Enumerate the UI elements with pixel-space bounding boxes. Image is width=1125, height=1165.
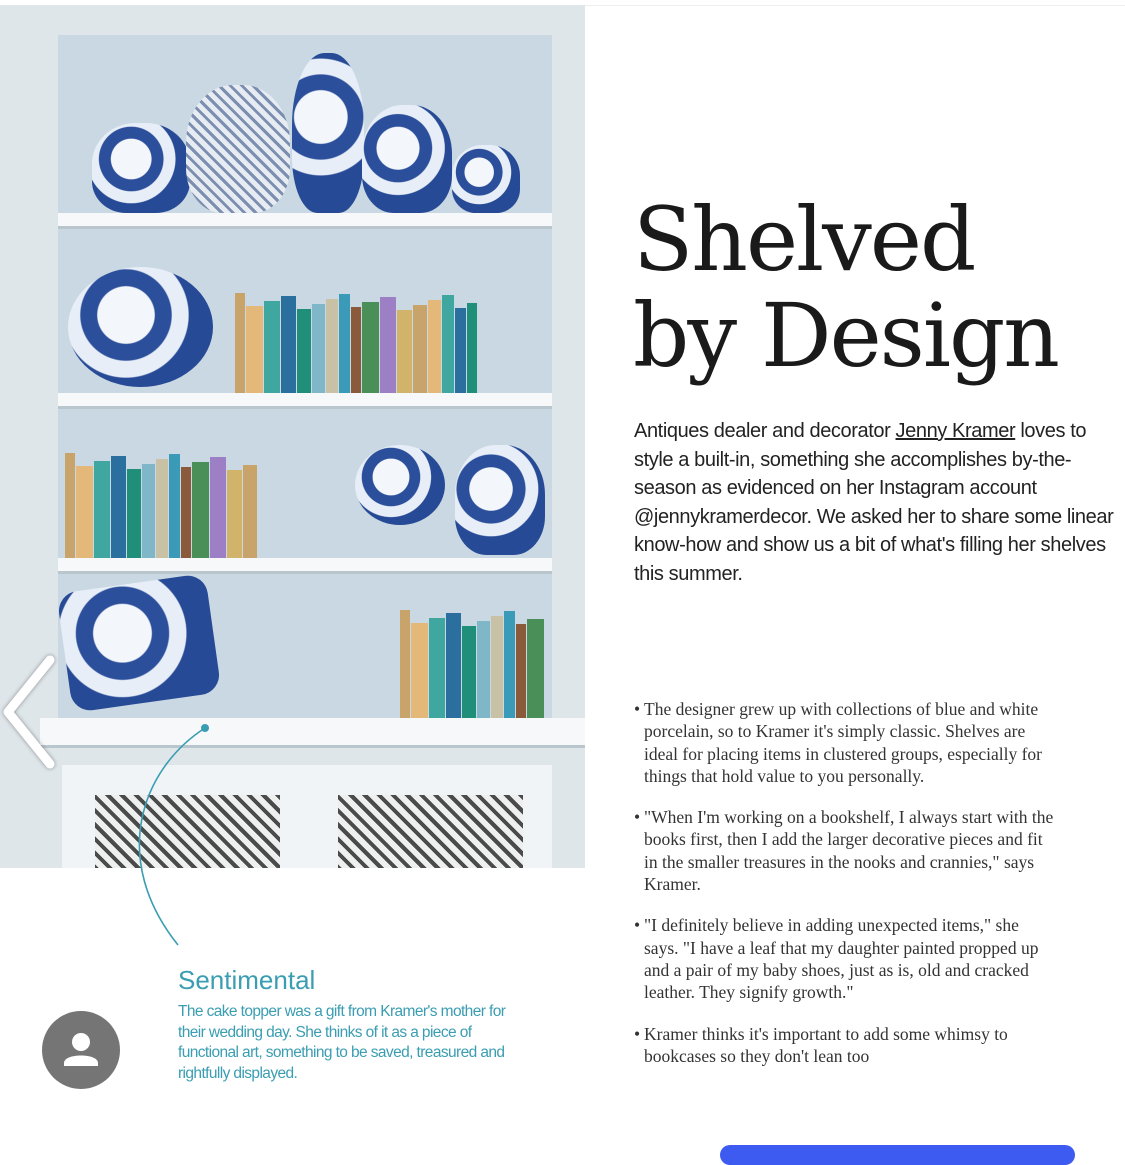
designer-link[interactable]: Jenny Kramer	[895, 420, 1016, 442]
previous-button[interactable]	[0, 652, 60, 772]
bullet-list	[634, 698, 1054, 1086]
intro-text: loves to style a built-in, something she accomplishes by-the-season as evidenced on her Instagram account @jennykramerdecor. We asked her to share some linear know-how and show us a bit of what's filling her shelves this summer.	[634, 420, 1114, 585]
intro-text: Antiques dealer and decorator	[634, 420, 896, 442]
callout-title: Sentimental	[178, 965, 316, 995]
bullet-item: • "I definitely believe in adding unexpected items," she says. "I have a leaf that my daughter painted propped up and a pair of my baby shoes, just as is, old and cracked leather. They signify growth."	[634, 914, 1054, 1003]
avatar-button[interactable]	[42, 1011, 120, 1089]
chevron-left-icon	[0, 652, 60, 772]
callout	[178, 965, 508, 1084]
title-line: by Design	[633, 284, 1058, 387]
article-title	[633, 188, 1058, 387]
user-icon	[42, 1011, 120, 1089]
callout-text: The cake topper was a gift from Kramer's mother for their wedding day. She thinks of it as a piece of functional art, something to be saved, treasured and rightfully displayed.	[178, 1003, 506, 1082]
bullet-item: • The designer grew up with collections of blue and white porcelain, so to Kramer it's simply classic. Shelves are ideal for placing items in clustered groups, especially for things that hold value to you personally.	[634, 698, 1054, 787]
bullet-item: • "When I'm working on a bookshelf, I always start with the books first, then I add the larger decorative pieces and fit in the smaller treasures in the nooks and crannies," says Kramer.	[634, 806, 1054, 895]
action-button[interactable]	[720, 1145, 1075, 1165]
intro-paragraph	[634, 417, 1124, 589]
title-line: Shelved	[633, 188, 975, 291]
bullet-item: • Kramer thinks it's important to add some whimsy to bookcases so they don't lean too	[634, 1023, 1054, 1068]
